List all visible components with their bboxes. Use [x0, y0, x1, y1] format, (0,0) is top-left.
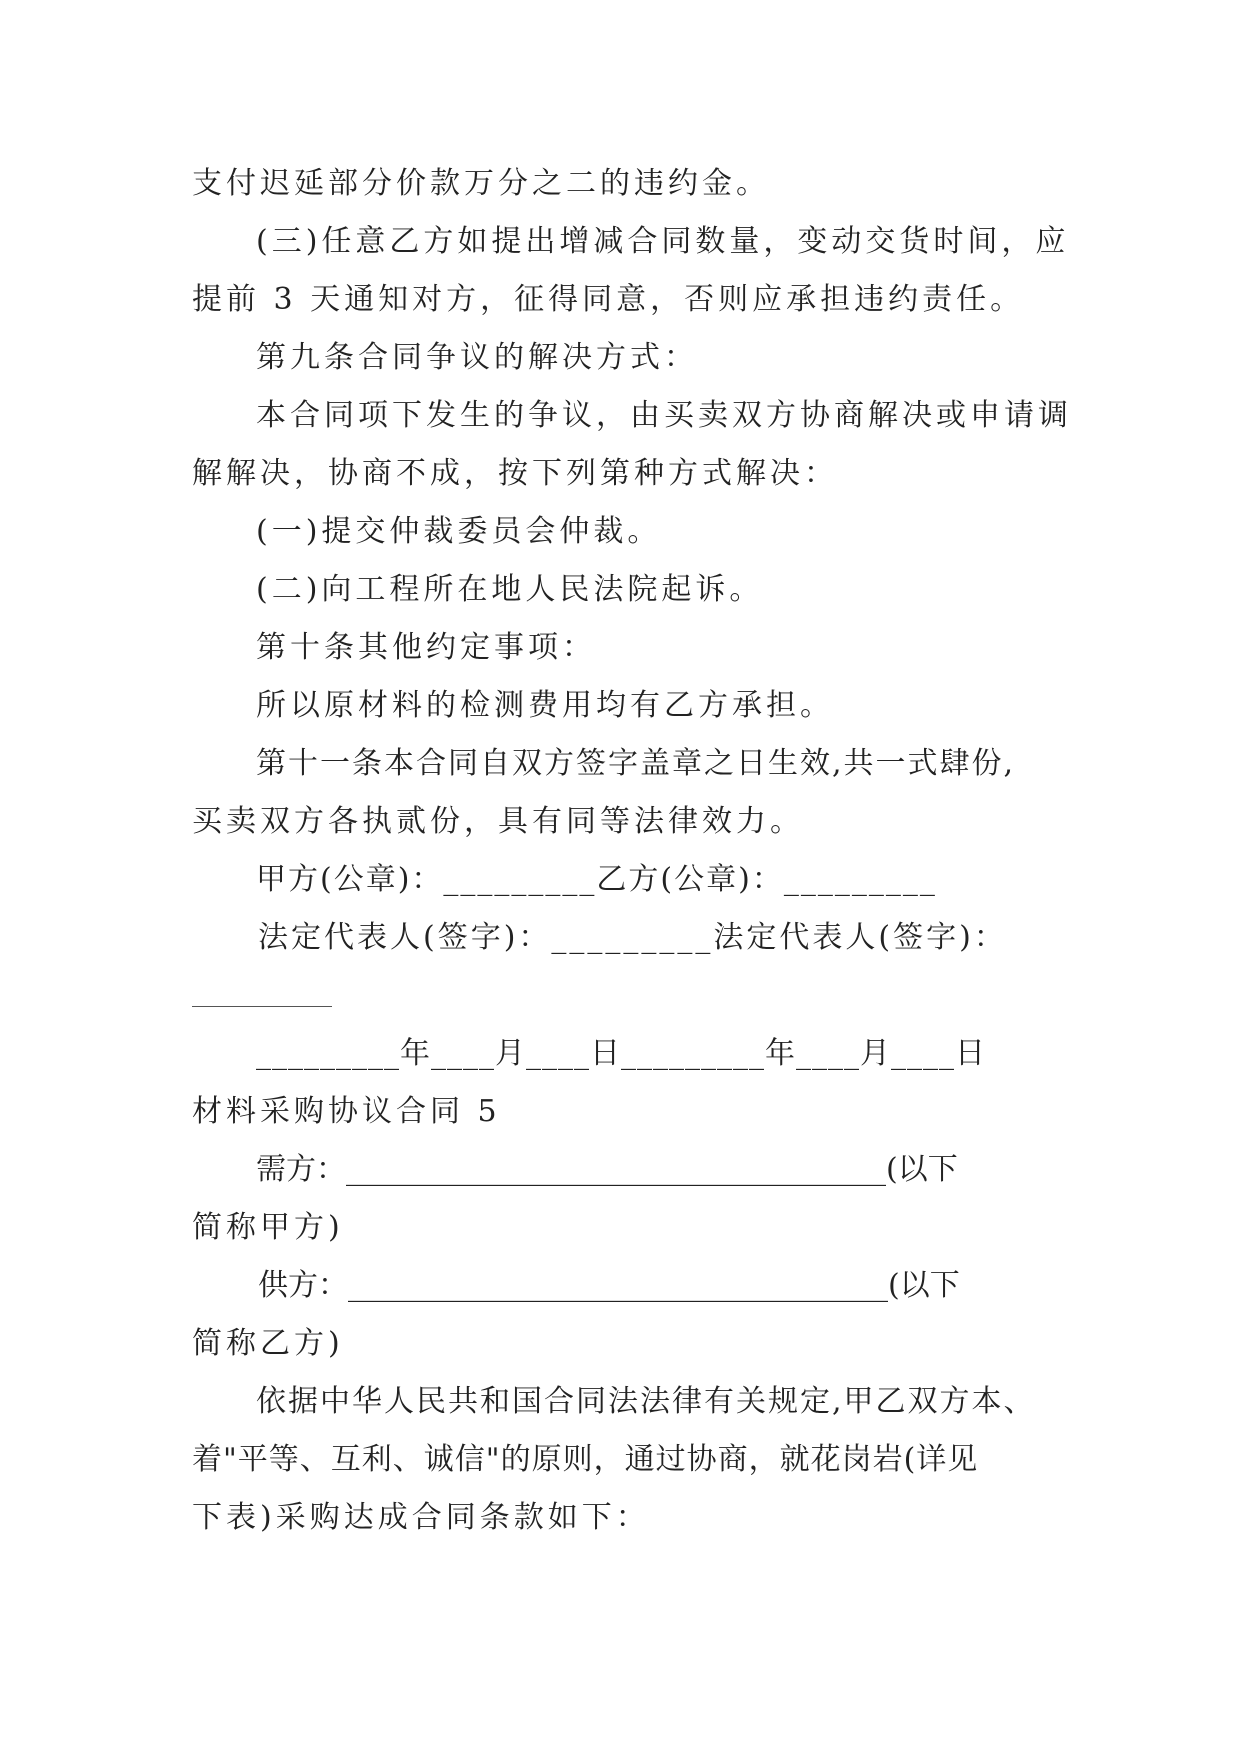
paragraph-line: (三)任意乙方如提出增减合同数量，变动交货时间，应	[256, 224, 1070, 259]
paragraph-line: 本合同项下发生的争议，由买卖双方协商解决或申请调	[256, 398, 1072, 433]
paragraph-line: 买卖双方各执贰份，具有同等法律效力。	[192, 804, 804, 839]
signature-blank-line	[192, 1006, 332, 1007]
party-line-supplier: 供方：____________________________________(以下	[258, 1268, 960, 1303]
paragraph-line: 依据中华人民共和国合同法法律有关规定,甲乙双方本、	[256, 1384, 1036, 1419]
signature-line-representative: 法定代表人(签字)：_________法定代表人(签字)：	[258, 920, 1007, 955]
paragraph-line: 第十一条本合同自双方签字盖章之日生效,共一式肆份,	[256, 746, 1016, 781]
list-item: (一)提交仲裁委员会仲裁。	[256, 514, 662, 549]
paragraph-line: 所以原材料的检测费用均有乙方承担。	[256, 688, 834, 723]
party-line-buyer: 需方：____________________________________(以下	[256, 1152, 958, 1187]
date-line: _________年____月____日_________年____月____日	[256, 1036, 986, 1071]
paragraph-line: 提前 3 天通知对方，征得同意，否则应承担违约责任。	[192, 282, 1025, 317]
list-item: (二)向工程所在地人民法院起诉。	[256, 572, 764, 607]
clause-heading: 第十条其他约定事项：	[256, 630, 596, 665]
signature-line-party: 甲方(公章)：_________乙方(公章)：_________	[256, 862, 937, 897]
paragraph-line: 下表)采购达成合同条款如下：	[192, 1500, 650, 1535]
paragraph-line: 简称乙方)	[192, 1326, 344, 1361]
paragraph-line: 着"平等、互利、诚信"的原则，通过协商，就花岗岩(详见	[192, 1442, 979, 1477]
clause-heading: 第九条合同争议的解决方式：	[256, 340, 698, 375]
paragraph-line: 简称甲方)	[192, 1210, 344, 1245]
section-title: 材料采购协议合同 5	[192, 1094, 501, 1129]
paragraph-line: 支付迟延部分价款万分之二的违约金。	[192, 166, 770, 201]
paragraph-line: 解解决，协商不成，按下列第种方式解决：	[192, 456, 838, 491]
